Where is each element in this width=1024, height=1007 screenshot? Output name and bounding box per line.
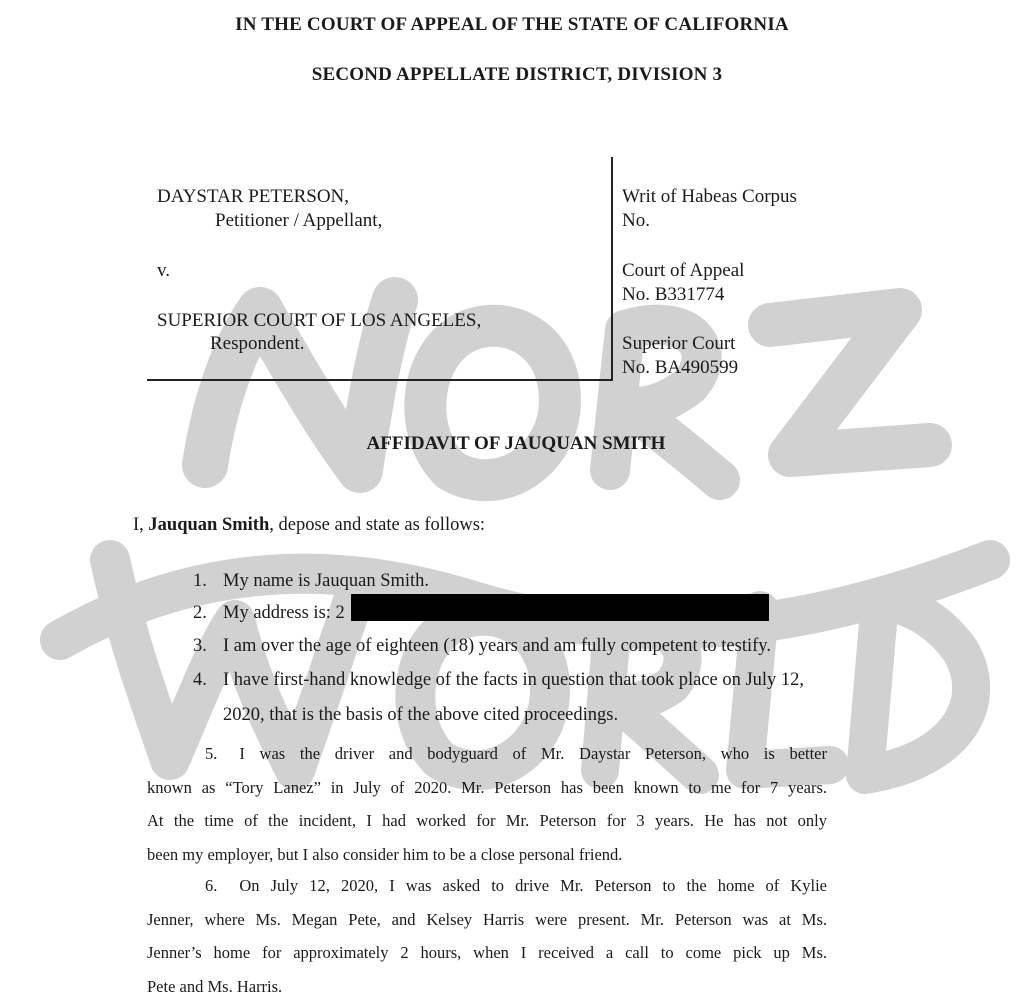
list-item (193, 595, 345, 631)
intro-suffix: , depose and state as follows: (269, 515, 486, 535)
list-item-text: I have first-hand knowledge of the facts in question that took place on July 12, (223, 670, 805, 690)
intro-prefix: I, (133, 515, 149, 535)
writ-label: Writ of Habeas Corpus (622, 186, 797, 207)
paragraph-line: known as “Tory Lanez” in July of 2020. Mr. Peterson has been known to me for 7 years. (147, 777, 827, 797)
list-item-number: 4. (193, 670, 207, 690)
caption-horizontal-divider (147, 379, 613, 381)
list-item (193, 628, 771, 664)
writ-number: No. (622, 210, 650, 231)
list-item-number: 2. (193, 603, 207, 623)
versus-text: v. (157, 260, 171, 281)
list-item-text: My name is Jauquan Smith. (223, 571, 430, 591)
paragraph-line: 6. On July 12, 2020, I was asked to drive Mr. Peterson to the home of Kylie (205, 876, 827, 895)
intro-statement (133, 515, 485, 536)
superior-number: No. BA490599 (622, 357, 739, 378)
intro-name: Jauquan Smith (148, 515, 270, 535)
appeal-number: No. B331774 (622, 284, 725, 305)
paragraph-5 (147, 737, 827, 871)
affidavit-title: AFFIDAVIT OF JAUQUAN SMITH (366, 433, 666, 454)
respondent-role: Respondent. (210, 333, 305, 354)
paragraph-number: 5. (205, 744, 218, 763)
paragraph-number: 6. (205, 876, 218, 895)
list-item-text: I am over the age of eighteen (18) years and am fully competent to testify. (223, 636, 771, 656)
paragraph-line: Jenner, where Ms. Megan Pete, and Kelsey Harris were present. Mr. Peterson was at Ms. (147, 909, 827, 929)
paragraph-line: been my employer, but I also consider him to be a close personal friend. (147, 844, 623, 864)
paragraph-line: Pete and Ms. Harris. (147, 976, 283, 996)
paragraph-line: At the time of the incident, I had worked for Mr. Peterson for 3 years. He has not only (147, 811, 827, 830)
list-item-continuation: 2020, that is the basis of the above cited proceedings. (223, 705, 619, 725)
district-heading: SECOND APPELLATE DISTRICT, DIVISION 3 (311, 64, 723, 85)
list-item (193, 662, 804, 698)
superior-label: Superior Court (622, 333, 736, 354)
appeal-label: Court of Appeal (622, 260, 745, 281)
petitioner-role: Petitioner / Appellant, (215, 210, 383, 231)
paragraph-line: 5. I was the driver and bodyguard of Mr. Daystar Peterson, who is better (205, 744, 827, 763)
court-heading: IN THE COURT OF APPEAL OF THE STATE OF CALIFORNIA (235, 14, 789, 35)
paragraph-6 (147, 869, 827, 1003)
list-item-number: 1. (193, 571, 207, 591)
list-item-number: 3. (193, 636, 207, 656)
redaction-bar (351, 594, 769, 621)
paragraph-line: Jenner’s home for approximately 2 hours, when I received a call to come pick up Ms. (147, 943, 827, 962)
caption-vertical-divider (611, 157, 613, 381)
petitioner-name: DAYSTAR PETERSON, (157, 186, 350, 207)
respondent-name: SUPERIOR COURT OF LOS ANGELES, (157, 310, 482, 331)
list-item-text: My address is: 2 (223, 603, 345, 623)
